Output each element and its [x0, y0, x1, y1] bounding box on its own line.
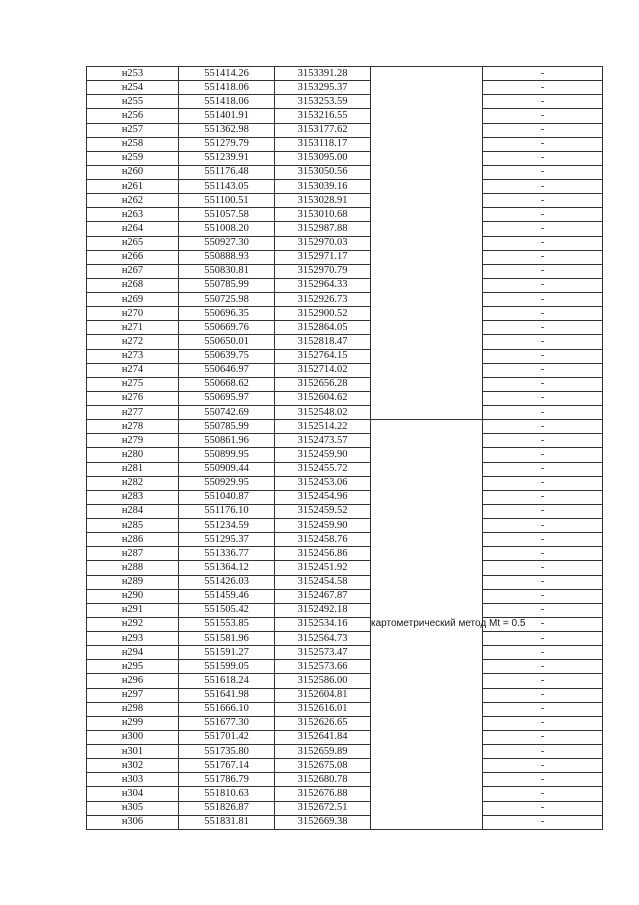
table-row	[87, 95, 603, 109]
table-row	[87, 632, 603, 646]
x-coordinate-cell: 550861.96	[179, 434, 275, 448]
y-coordinate-cell: 3152971.17	[275, 250, 371, 264]
table-row	[87, 660, 603, 674]
table-row	[87, 67, 603, 81]
x-coordinate-cell: 551459.46	[179, 589, 275, 603]
y-coordinate-cell: 3152641.84	[275, 730, 371, 744]
y-coordinate-cell: 3152970.03	[275, 236, 371, 250]
y-coordinate-cell: 3152459.90	[275, 448, 371, 462]
accuracy-dash-cell: -	[483, 264, 603, 278]
x-coordinate-cell: 550639.75	[179, 349, 275, 363]
y-coordinate-cell: 3153295.37	[275, 81, 371, 95]
table-row	[87, 165, 603, 179]
point-id-cell: н274	[87, 363, 179, 377]
table-row	[87, 646, 603, 660]
x-coordinate-cell: 550909.44	[179, 462, 275, 476]
accuracy-dash-cell: -	[483, 730, 603, 744]
point-id-cell: н294	[87, 646, 179, 660]
y-coordinate-cell: 3152656.28	[275, 377, 371, 391]
table-row	[87, 391, 603, 405]
y-coordinate-cell: 3152675.08	[275, 759, 371, 773]
y-coordinate-cell: 3152672.51	[275, 801, 371, 815]
y-coordinate-cell: 3153050.56	[275, 165, 371, 179]
point-id-cell: н296	[87, 674, 179, 688]
table-row	[87, 787, 603, 801]
point-id-cell: н256	[87, 109, 179, 123]
x-coordinate-cell: 550888.93	[179, 250, 275, 264]
accuracy-dash-cell: -	[483, 420, 603, 434]
point-id-cell: н270	[87, 307, 179, 321]
table-row	[87, 377, 603, 391]
table-row	[87, 180, 603, 194]
point-id-cell: н300	[87, 730, 179, 744]
point-id-cell: н260	[87, 165, 179, 179]
point-id-cell: н281	[87, 462, 179, 476]
accuracy-dash-cell: -	[483, 95, 603, 109]
x-coordinate-cell: 550742.69	[179, 406, 275, 420]
accuracy-dash-cell: -	[483, 349, 603, 363]
table-row	[87, 476, 603, 490]
y-coordinate-cell: 3152586.00	[275, 674, 371, 688]
y-coordinate-cell: 3152626.65	[275, 716, 371, 730]
point-id-cell: н278	[87, 420, 179, 434]
accuracy-dash-cell: -	[483, 434, 603, 448]
table-row	[87, 434, 603, 448]
table-row	[87, 278, 603, 292]
point-id-cell: н273	[87, 349, 179, 363]
point-id-cell: н288	[87, 561, 179, 575]
y-coordinate-cell: 3153028.91	[275, 194, 371, 208]
point-id-cell: н297	[87, 688, 179, 702]
table-row	[87, 490, 603, 504]
table-row	[87, 208, 603, 222]
y-coordinate-cell: 3152864.05	[275, 321, 371, 335]
accuracy-dash-cell: -	[483, 222, 603, 236]
x-coordinate-cell: 551362.98	[179, 123, 275, 137]
x-coordinate-cell: 550785.99	[179, 278, 275, 292]
method-cell-empty	[371, 67, 483, 420]
accuracy-dash-cell: -	[483, 561, 603, 575]
x-coordinate-cell: 550650.01	[179, 335, 275, 349]
y-coordinate-cell: 3152548.02	[275, 406, 371, 420]
x-coordinate-cell: 551279.79	[179, 137, 275, 151]
y-coordinate-cell: 3152964.33	[275, 278, 371, 292]
table-row	[87, 321, 603, 335]
accuracy-dash-cell: -	[483, 165, 603, 179]
table-row	[87, 716, 603, 730]
point-id-cell: н255	[87, 95, 179, 109]
x-coordinate-cell: 550927.30	[179, 236, 275, 250]
y-coordinate-cell: 3152467.87	[275, 589, 371, 603]
x-coordinate-cell: 551040.87	[179, 490, 275, 504]
table-row	[87, 730, 603, 744]
point-id-cell: н283	[87, 490, 179, 504]
table-row	[87, 504, 603, 518]
table-row	[87, 293, 603, 307]
x-coordinate-cell: 550695.97	[179, 391, 275, 405]
point-id-cell: н280	[87, 448, 179, 462]
table-row	[87, 335, 603, 349]
x-coordinate-cell: 550830.81	[179, 264, 275, 278]
y-coordinate-cell: 3152818.47	[275, 335, 371, 349]
point-id-cell: н272	[87, 335, 179, 349]
x-coordinate-cell: 550669.76	[179, 321, 275, 335]
accuracy-dash-cell: -	[483, 67, 603, 81]
x-coordinate-cell: 551735.80	[179, 745, 275, 759]
y-coordinate-cell: 3152926.73	[275, 293, 371, 307]
point-id-cell: н291	[87, 603, 179, 617]
point-id-cell: н298	[87, 702, 179, 716]
accuracy-dash-cell: -	[483, 293, 603, 307]
x-coordinate-cell: 551618.24	[179, 674, 275, 688]
y-coordinate-cell: 3152453.06	[275, 476, 371, 490]
accuracy-dash-cell: -	[483, 632, 603, 646]
point-id-cell: н293	[87, 632, 179, 646]
x-coordinate-cell: 550899.95	[179, 448, 275, 462]
x-coordinate-cell: 551701.42	[179, 730, 275, 744]
point-id-cell: н286	[87, 533, 179, 547]
accuracy-dash-cell: -	[483, 674, 603, 688]
y-coordinate-cell: 3152459.90	[275, 519, 371, 533]
accuracy-dash-cell: -	[483, 462, 603, 476]
accuracy-dash-cell: -	[483, 547, 603, 561]
accuracy-dash-cell: -	[483, 194, 603, 208]
table-row	[87, 561, 603, 575]
y-coordinate-cell: 3152680.78	[275, 773, 371, 787]
point-id-cell: н257	[87, 123, 179, 137]
point-id-cell: н271	[87, 321, 179, 335]
accuracy-dash-cell: -	[483, 504, 603, 518]
x-coordinate-cell: 551831.81	[179, 815, 275, 829]
x-coordinate-cell: 551591.27	[179, 646, 275, 660]
point-id-cell: н268	[87, 278, 179, 292]
point-id-cell: н304	[87, 787, 179, 801]
y-coordinate-cell: 3152970.79	[275, 264, 371, 278]
table-row	[87, 194, 603, 208]
accuracy-dash-cell: -	[483, 109, 603, 123]
point-id-cell: н259	[87, 151, 179, 165]
x-coordinate-cell: 551581.96	[179, 632, 275, 646]
x-coordinate-cell: 551666.10	[179, 702, 275, 716]
x-coordinate-cell: 551364.12	[179, 561, 275, 575]
y-coordinate-cell: 3152459.52	[275, 504, 371, 518]
y-coordinate-cell: 3152900.52	[275, 307, 371, 321]
y-coordinate-cell: 3152564.73	[275, 632, 371, 646]
accuracy-dash-cell: -	[483, 815, 603, 829]
x-coordinate-cell: 550785.99	[179, 420, 275, 434]
table-row	[87, 137, 603, 151]
point-id-cell: н301	[87, 745, 179, 759]
y-coordinate-cell: 3153095.00	[275, 151, 371, 165]
accuracy-dash-cell: -	[483, 476, 603, 490]
accuracy-dash-cell: -	[483, 533, 603, 547]
accuracy-dash-cell: -	[483, 603, 603, 617]
x-coordinate-cell: 551239.91	[179, 151, 275, 165]
y-coordinate-cell: 3153253.59	[275, 95, 371, 109]
point-id-cell: н302	[87, 759, 179, 773]
point-id-cell: н303	[87, 773, 179, 787]
accuracy-dash-cell: -	[483, 759, 603, 773]
y-coordinate-cell: 3152669.38	[275, 815, 371, 829]
x-coordinate-cell: 551401.91	[179, 109, 275, 123]
point-id-cell: н282	[87, 476, 179, 490]
point-id-cell: н254	[87, 81, 179, 95]
table-row	[87, 236, 603, 250]
point-id-cell: н289	[87, 575, 179, 589]
table-row	[87, 462, 603, 476]
accuracy-dash-cell: -	[483, 773, 603, 787]
method-cell: картометрический метод Mt = 0.5	[371, 420, 483, 830]
point-id-cell: н277	[87, 406, 179, 420]
table-row	[87, 250, 603, 264]
accuracy-dash-cell: -	[483, 278, 603, 292]
point-id-cell: н290	[87, 589, 179, 603]
y-coordinate-cell: 3152604.81	[275, 688, 371, 702]
y-coordinate-cell: 3153177.62	[275, 123, 371, 137]
point-id-cell: н279	[87, 434, 179, 448]
point-id-cell: н264	[87, 222, 179, 236]
x-coordinate-cell: 551426.03	[179, 575, 275, 589]
y-coordinate-cell: 3152473.57	[275, 434, 371, 448]
table-row	[87, 801, 603, 815]
accuracy-dash-cell: -	[483, 702, 603, 716]
x-coordinate-cell: 551826.87	[179, 801, 275, 815]
coordinates-table	[86, 66, 603, 830]
table-row	[87, 307, 603, 321]
accuracy-dash-cell: -	[483, 363, 603, 377]
x-coordinate-cell: 551418.06	[179, 95, 275, 109]
point-id-cell: н265	[87, 236, 179, 250]
table-row	[87, 688, 603, 702]
accuracy-dash-cell: -	[483, 236, 603, 250]
accuracy-dash-cell: -	[483, 801, 603, 815]
point-id-cell: н275	[87, 377, 179, 391]
accuracy-dash-cell: -	[483, 321, 603, 335]
accuracy-dash-cell: -	[483, 377, 603, 391]
point-id-cell: н258	[87, 137, 179, 151]
y-coordinate-cell: 3152455.72	[275, 462, 371, 476]
table-row	[87, 745, 603, 759]
table-row	[87, 815, 603, 829]
x-coordinate-cell: 551553.85	[179, 617, 275, 631]
y-coordinate-cell: 3152492.18	[275, 603, 371, 617]
x-coordinate-cell: 550668.62	[179, 377, 275, 391]
point-id-cell: н261	[87, 180, 179, 194]
table-row	[87, 448, 603, 462]
point-id-cell: н284	[87, 504, 179, 518]
table-row	[87, 603, 603, 617]
table-row	[87, 519, 603, 533]
table-row	[87, 702, 603, 716]
x-coordinate-cell: 551008.20	[179, 222, 275, 236]
x-coordinate-cell: 550646.97	[179, 363, 275, 377]
accuracy-dash-cell: -	[483, 575, 603, 589]
point-id-cell: н253	[87, 67, 179, 81]
x-coordinate-cell: 551418.06	[179, 81, 275, 95]
accuracy-dash-cell: -	[483, 180, 603, 194]
accuracy-dash-cell: -	[483, 250, 603, 264]
x-coordinate-cell: 551100.51	[179, 194, 275, 208]
accuracy-dash-cell: -	[483, 589, 603, 603]
point-id-cell: н263	[87, 208, 179, 222]
y-coordinate-cell: 3152458.76	[275, 533, 371, 547]
x-coordinate-cell: 551176.10	[179, 504, 275, 518]
accuracy-dash-cell: -	[483, 307, 603, 321]
y-coordinate-cell: 3152616.01	[275, 702, 371, 716]
point-id-cell: н266	[87, 250, 179, 264]
x-coordinate-cell: 551143.05	[179, 180, 275, 194]
accuracy-dash-cell: -	[483, 646, 603, 660]
y-coordinate-cell: 3152514.22	[275, 420, 371, 434]
x-coordinate-cell: 551767.14	[179, 759, 275, 773]
table-row	[87, 533, 603, 547]
table-row	[87, 773, 603, 787]
x-coordinate-cell: 551414.26	[179, 67, 275, 81]
x-coordinate-cell: 551599.05	[179, 660, 275, 674]
table-row	[87, 547, 603, 561]
y-coordinate-cell: 3152987.88	[275, 222, 371, 236]
x-coordinate-cell: 550725.98	[179, 293, 275, 307]
coordinates-table-body	[87, 67, 603, 830]
y-coordinate-cell: 3152454.96	[275, 490, 371, 504]
table-row	[87, 222, 603, 236]
accuracy-dash-cell: -	[483, 391, 603, 405]
accuracy-dash-cell: -	[483, 335, 603, 349]
y-coordinate-cell: 3152573.47	[275, 646, 371, 660]
accuracy-dash-cell: -	[483, 81, 603, 95]
accuracy-dash-cell: -	[483, 617, 603, 631]
table-row	[87, 759, 603, 773]
point-id-cell: н292	[87, 617, 179, 631]
y-coordinate-cell: 3153118.17	[275, 137, 371, 151]
point-id-cell: н295	[87, 660, 179, 674]
x-coordinate-cell: 550696.35	[179, 307, 275, 321]
point-id-cell: н299	[87, 716, 179, 730]
accuracy-dash-cell: -	[483, 208, 603, 222]
accuracy-dash-cell: -	[483, 519, 603, 533]
point-id-cell: н269	[87, 293, 179, 307]
y-coordinate-cell: 3152456.86	[275, 547, 371, 561]
x-coordinate-cell: 551176.48	[179, 165, 275, 179]
point-id-cell: н285	[87, 519, 179, 533]
x-coordinate-cell: 551786.79	[179, 773, 275, 787]
y-coordinate-cell: 3152764.15	[275, 349, 371, 363]
x-coordinate-cell: 551234.59	[179, 519, 275, 533]
y-coordinate-cell: 3152534.16	[275, 617, 371, 631]
y-coordinate-cell: 3152604.62	[275, 391, 371, 405]
accuracy-dash-cell: -	[483, 716, 603, 730]
table-row	[87, 349, 603, 363]
y-coordinate-cell: 3153216.55	[275, 109, 371, 123]
y-coordinate-cell: 3153039.16	[275, 180, 371, 194]
table-row	[87, 617, 603, 631]
table-row	[87, 264, 603, 278]
accuracy-dash-cell: -	[483, 688, 603, 702]
y-coordinate-cell: 3152659.89	[275, 745, 371, 759]
table-row	[87, 406, 603, 420]
x-coordinate-cell: 551810.63	[179, 787, 275, 801]
y-coordinate-cell: 3153391.28	[275, 67, 371, 81]
point-id-cell: н276	[87, 391, 179, 405]
table-row	[87, 575, 603, 589]
y-coordinate-cell: 3153010.68	[275, 208, 371, 222]
accuracy-dash-cell: -	[483, 123, 603, 137]
point-id-cell: н306	[87, 815, 179, 829]
point-id-cell: н267	[87, 264, 179, 278]
table-row	[87, 674, 603, 688]
accuracy-dash-cell: -	[483, 490, 603, 504]
accuracy-dash-cell: -	[483, 151, 603, 165]
y-coordinate-cell: 3152454.58	[275, 575, 371, 589]
accuracy-dash-cell: -	[483, 448, 603, 462]
y-coordinate-cell: 3152451.92	[275, 561, 371, 575]
accuracy-dash-cell: -	[483, 406, 603, 420]
table-row	[87, 151, 603, 165]
x-coordinate-cell: 551295.37	[179, 533, 275, 547]
y-coordinate-cell: 3152676.88	[275, 787, 371, 801]
x-coordinate-cell: 550929.95	[179, 476, 275, 490]
table-row	[87, 420, 603, 434]
accuracy-dash-cell: -	[483, 745, 603, 759]
x-coordinate-cell: 551677.30	[179, 716, 275, 730]
y-coordinate-cell: 3152714.02	[275, 363, 371, 377]
table-row	[87, 363, 603, 377]
table-row	[87, 589, 603, 603]
table-row	[87, 109, 603, 123]
accuracy-dash-cell: -	[483, 660, 603, 674]
accuracy-dash-cell: -	[483, 137, 603, 151]
point-id-cell: н305	[87, 801, 179, 815]
table-row	[87, 81, 603, 95]
point-id-cell: н287	[87, 547, 179, 561]
x-coordinate-cell: 551336.77	[179, 547, 275, 561]
point-id-cell: н262	[87, 194, 179, 208]
y-coordinate-cell: 3152573.66	[275, 660, 371, 674]
x-coordinate-cell: 551057.58	[179, 208, 275, 222]
accuracy-dash-cell: -	[483, 787, 603, 801]
x-coordinate-cell: 551505.42	[179, 603, 275, 617]
x-coordinate-cell: 551641.98	[179, 688, 275, 702]
table-row	[87, 123, 603, 137]
